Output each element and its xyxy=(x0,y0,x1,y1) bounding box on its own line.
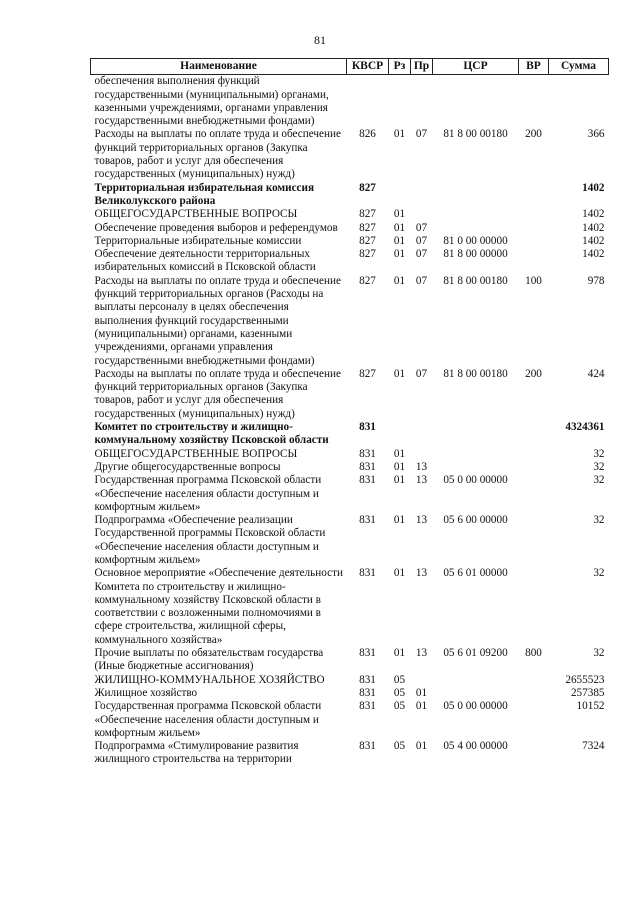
row-pr: 01 xyxy=(415,686,428,699)
row-rz: 01 xyxy=(393,514,406,527)
row-pr: 01 xyxy=(415,700,428,713)
row-csr: 81 0 00 00000 xyxy=(443,234,508,247)
row-vr xyxy=(519,567,549,647)
table-row xyxy=(91,222,609,235)
row-pr xyxy=(411,182,433,209)
row-rz: 01 xyxy=(393,221,406,234)
row-rz: 05 xyxy=(393,686,406,699)
row-rz: 05 xyxy=(393,740,406,753)
row-csr: 05 6 01 09200 xyxy=(443,647,508,660)
table-row xyxy=(91,740,609,767)
row-csr: 05 0 00 00000 xyxy=(443,700,508,713)
row-csr xyxy=(433,687,519,700)
table-row xyxy=(91,700,609,740)
row-sum: 2655523 xyxy=(565,673,605,686)
row-pr: 13 xyxy=(415,647,428,660)
row-csr xyxy=(433,222,519,235)
row-pr: 13 xyxy=(415,460,428,473)
header-csr: ЦСР xyxy=(433,59,519,75)
row-pr xyxy=(411,421,433,448)
row-kvsr: 831 xyxy=(359,686,376,699)
row-name: ОБЩЕГОСУДАРСТВЕННЫЕ ВОПРОСЫ xyxy=(94,208,298,221)
row-sum: 32 xyxy=(593,447,605,460)
row-kvsr: 827 xyxy=(359,248,376,261)
row-csr xyxy=(433,182,519,209)
row-csr: 05 6 00 00000 xyxy=(443,514,508,527)
row-rz xyxy=(389,421,411,448)
header-sum: Сумма xyxy=(549,59,609,75)
row-vr: 200 xyxy=(525,128,542,141)
row-csr xyxy=(433,421,519,448)
row-rz: 01 xyxy=(393,447,406,460)
row-vr xyxy=(519,700,549,740)
row-name: Жилищное хозяйство xyxy=(94,686,198,699)
row-kvsr: 831 xyxy=(359,421,376,434)
row-kvsr: 831 xyxy=(359,474,376,487)
row-sum: 32 xyxy=(593,460,605,473)
row-kvsr: 827 xyxy=(359,221,376,234)
row-rz: 01 xyxy=(393,474,406,487)
row-vr xyxy=(519,461,549,474)
table-row xyxy=(91,128,609,181)
row-csr: 81 8 00 00180 xyxy=(443,274,508,287)
row-csr: 05 0 00 00000 xyxy=(443,474,508,487)
row-pr xyxy=(411,75,433,129)
row-pr: 13 xyxy=(415,567,428,580)
row-name: ЖИЛИЩНО-КОММУНАЛЬНОЕ ХОЗЯЙСТВО xyxy=(94,673,325,686)
row-name: Расходы на выплаты по оплате труда и обеспечение функций территориальных органов (Закупка товаров, работ и услуг для обеспечения государственных (муниципальных) нужд) xyxy=(94,128,341,181)
row-rz: 01 xyxy=(393,460,406,473)
row-kvsr: 827 xyxy=(359,274,376,287)
table-row xyxy=(91,421,609,448)
row-sum: 32 xyxy=(593,567,605,580)
row-csr: 81 8 00 00180 xyxy=(443,128,508,141)
row-kvsr: 827 xyxy=(359,367,376,380)
row-name: Обеспечение проведения выборов и референдумов xyxy=(94,221,338,234)
row-name: Другие общегосударственные вопросы xyxy=(94,460,281,473)
row-rz: 01 xyxy=(393,128,406,141)
row-pr xyxy=(411,448,433,461)
row-sum: 32 xyxy=(593,514,605,527)
row-pr: 07 xyxy=(415,234,428,247)
row-pr xyxy=(411,674,433,687)
row-vr xyxy=(519,448,549,461)
table-row xyxy=(91,368,609,421)
header-name: Наименование xyxy=(91,59,347,75)
row-sum: 257385 xyxy=(570,686,605,699)
row-sum: 10152 xyxy=(576,700,605,713)
row-vr xyxy=(519,235,549,248)
page-number: 81 xyxy=(314,33,326,47)
row-name: Государственная программа Псковской области «Обеспечение населения области доступным и комфортным жильем» xyxy=(94,474,322,513)
row-vr xyxy=(519,248,549,275)
row-vr xyxy=(519,208,549,221)
row-pr: 07 xyxy=(415,274,428,287)
row-rz: 01 xyxy=(393,274,406,287)
row-pr: 13 xyxy=(415,514,428,527)
table-row xyxy=(91,208,609,221)
row-name: Территориальная избирательная комиссия Великолукского района xyxy=(94,181,314,207)
table-row xyxy=(91,182,609,209)
row-name: ОБЩЕГОСУДАРСТВЕННЫЕ ВОПРОСЫ xyxy=(94,447,298,460)
table-row xyxy=(91,75,609,129)
row-kvsr: 831 xyxy=(359,647,376,660)
row-vr xyxy=(519,75,549,129)
row-csr xyxy=(433,674,519,687)
row-kvsr: 827 xyxy=(359,234,376,247)
header-pr: Пр xyxy=(411,59,433,75)
row-sum: 1402 xyxy=(582,181,605,194)
row-sum: 32 xyxy=(593,647,605,660)
row-sum xyxy=(549,75,609,129)
table-row xyxy=(91,687,609,700)
row-name: Расходы на выплаты по оплате труда и обеспечение функций территориальных органов (Закупка товаров, работ и услуг для обеспечения государственных (муниципальных) нужд) xyxy=(94,367,341,420)
table-row xyxy=(91,248,609,275)
row-csr xyxy=(433,448,519,461)
row-rz xyxy=(389,75,411,129)
row-name: Расходы на выплаты по оплате труда и обеспечение функций территориальных органов (Расходы на выплаты персоналу в целях обеспечения выполнения функций государственными (муниципальными) органами, казенными учреждениями, органами управления государственными внебюджетными фондами) xyxy=(94,274,341,367)
row-csr: 81 8 00 00000 xyxy=(443,248,508,261)
row-vr xyxy=(519,474,549,514)
row-kvsr: 831 xyxy=(359,567,376,580)
row-rz: 01 xyxy=(393,367,406,380)
row-vr xyxy=(519,421,549,448)
row-csr: 05 4 00 00000 xyxy=(443,740,508,753)
row-vr xyxy=(519,687,549,700)
row-pr: 01 xyxy=(415,740,428,753)
row-kvsr: 831 xyxy=(359,740,376,753)
row-rz: 05 xyxy=(393,673,406,686)
row-vr xyxy=(519,514,549,567)
row-csr xyxy=(433,208,519,221)
row-rz: 01 xyxy=(393,248,406,261)
row-sum: 1402 xyxy=(582,248,605,261)
row-vr: 100 xyxy=(525,274,542,287)
table-row xyxy=(91,674,609,687)
table-row xyxy=(91,448,609,461)
row-sum: 7324 xyxy=(582,740,605,753)
row-pr: 07 xyxy=(415,367,428,380)
row-csr: 05 6 01 00000 xyxy=(443,567,508,580)
row-name: Основное мероприятие «Обеспечение деятельности Комитета по строительству и жилищно-коммунальному хозяйству Псковской области в соответствии с возложенными полномочиями в сфере строительства, жилищной сферы, коммунального хозяйства» xyxy=(94,567,343,646)
row-sum: 1402 xyxy=(582,234,605,247)
row-name: Комитет по строительству и жилищно-коммунальному хозяйству Псковской области xyxy=(94,421,329,447)
row-csr xyxy=(433,75,519,129)
row-vr: 200 xyxy=(525,367,542,380)
row-rz: 01 xyxy=(393,234,406,247)
row-sum: 1402 xyxy=(582,221,605,234)
table-row xyxy=(91,235,609,248)
row-name: обеспечения выполнения функций государственными (муниципальными) органами, казенными учреждениями, органами управления государственными внебюджетными фондами) xyxy=(94,75,329,128)
row-kvsr xyxy=(347,75,389,129)
row-name: Обеспечение деятельности территориальных избирательных комиссий в Псковской области xyxy=(94,248,316,274)
row-kvsr: 831 xyxy=(359,514,376,527)
row-vr xyxy=(519,674,549,687)
header-vr: ВР xyxy=(519,59,549,75)
table-row xyxy=(91,514,609,567)
row-rz: 01 xyxy=(393,567,406,580)
row-sum: 1402 xyxy=(582,208,605,221)
row-kvsr: 831 xyxy=(359,447,376,460)
row-pr: 07 xyxy=(415,221,428,234)
table-row xyxy=(91,461,609,474)
table-row xyxy=(91,567,609,647)
row-name: Территориальные избирательные комиссии xyxy=(94,234,302,247)
row-name: Подпрограмма «Стимулирование развития жилищного строительства на территории xyxy=(94,740,299,766)
row-vr: 800 xyxy=(525,647,542,660)
row-pr: 07 xyxy=(415,248,428,261)
row-kvsr: 831 xyxy=(359,460,376,473)
row-rz: 01 xyxy=(393,208,406,221)
table-header-row xyxy=(91,59,609,75)
row-pr xyxy=(411,208,433,221)
row-sum: 32 xyxy=(593,474,605,487)
header-rz: Рз xyxy=(389,59,411,75)
table-row xyxy=(91,647,609,674)
row-vr xyxy=(519,222,549,235)
table-row xyxy=(91,474,609,514)
row-csr: 81 8 00 00180 xyxy=(443,367,508,380)
row-pr: 07 xyxy=(415,128,428,141)
header-kvsr: КВСР xyxy=(347,59,389,75)
row-name: Прочие выплаты по обязательствам государства (Иные бюджетные ассигнования) xyxy=(94,647,324,673)
row-rz: 05 xyxy=(393,700,406,713)
row-name: Подпрограмма «Обеспечение реализации Государственной программы Псковской области «Обеспечение населения области доступным и комфортным жильем» xyxy=(94,514,326,566)
row-sum: 4324361 xyxy=(565,421,605,434)
row-csr xyxy=(433,461,519,474)
row-vr xyxy=(519,740,549,767)
row-kvsr: 826 xyxy=(359,128,376,141)
budget-table xyxy=(90,58,609,767)
row-sum: 978 xyxy=(587,274,605,287)
row-sum: 366 xyxy=(587,128,605,141)
row-pr: 13 xyxy=(415,474,428,487)
row-name: Государственная программа Псковской области «Обеспечение населения области доступным и комфортным жильем» xyxy=(94,700,322,739)
row-kvsr: 827 xyxy=(359,181,376,194)
row-rz xyxy=(389,182,411,209)
table-row xyxy=(91,275,609,368)
row-rz: 01 xyxy=(393,647,406,660)
row-kvsr: 831 xyxy=(359,700,376,713)
row-vr xyxy=(519,182,549,209)
row-kvsr: 831 xyxy=(359,673,376,686)
row-sum: 424 xyxy=(587,367,605,380)
row-kvsr: 827 xyxy=(359,208,376,221)
